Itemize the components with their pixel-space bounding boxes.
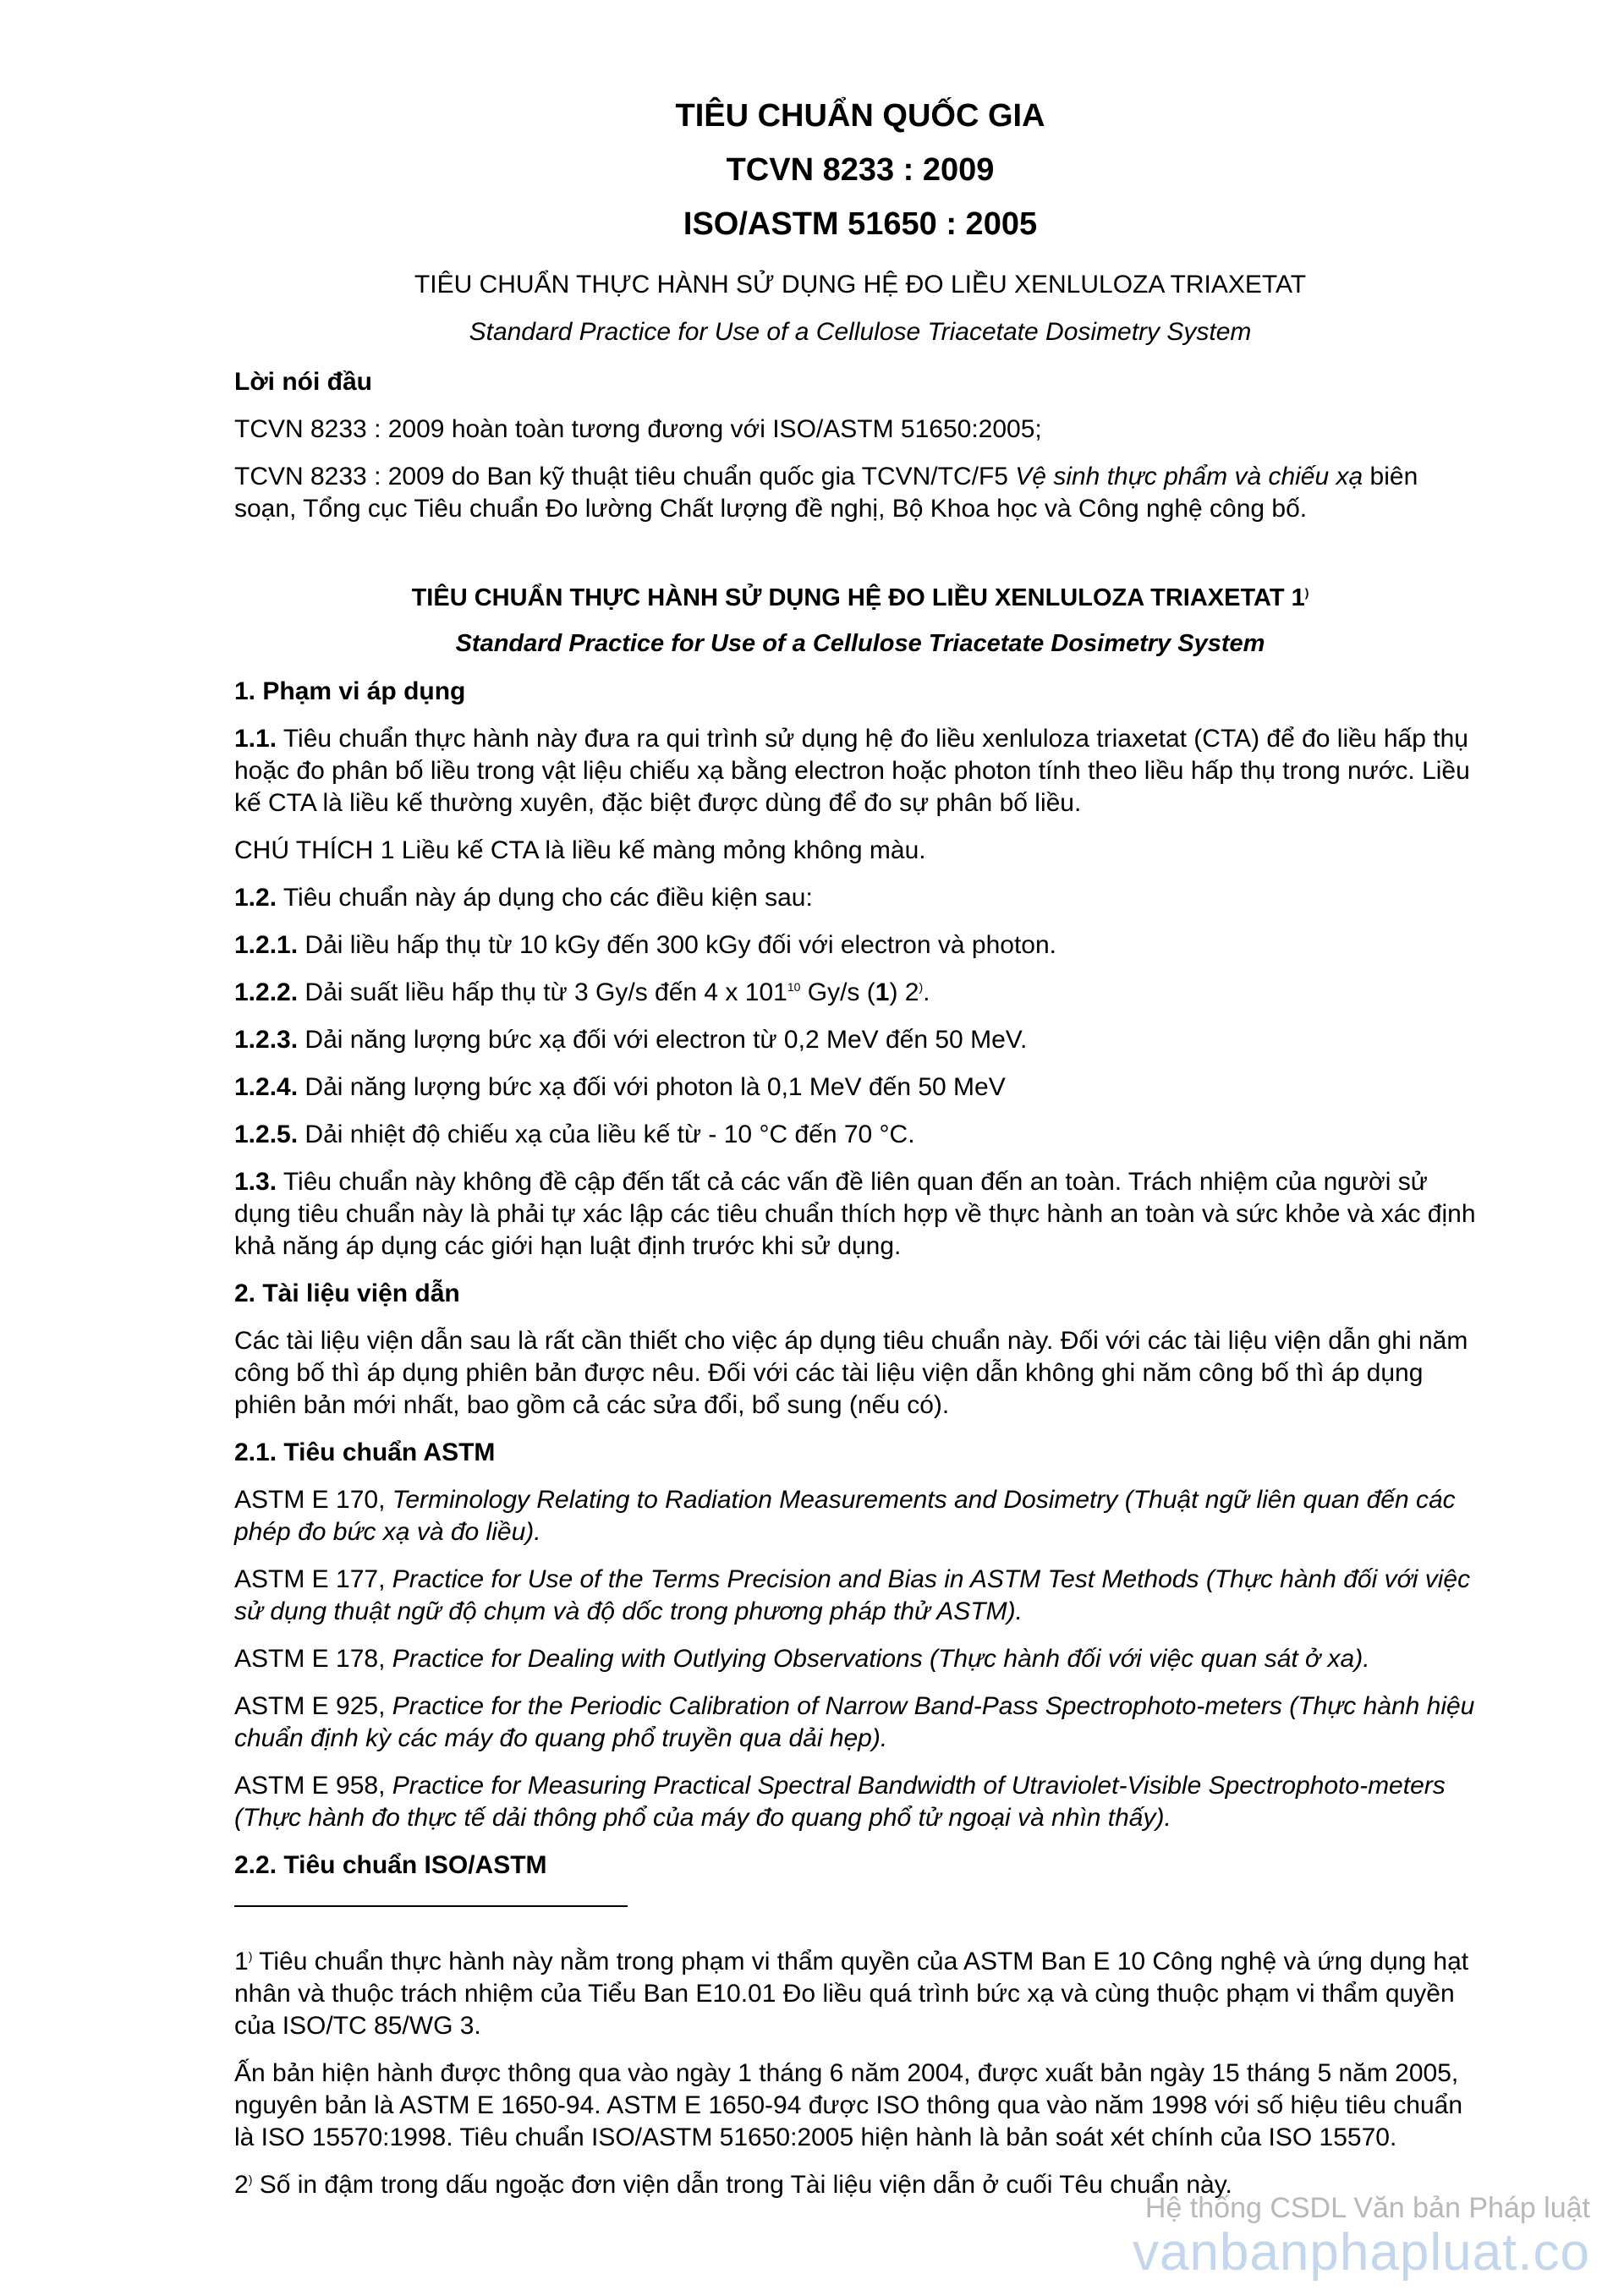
standard-title-en: Standard Practice for Use of a Cellulose Triacetate Dosimetry System [455,630,1265,657]
site-watermark [1133,2191,1590,2281]
section-1-heading: 1. Phạm vi áp dụng [234,677,466,705]
clause-1-2: 1.2. Tiêu chuẩn này áp dụng cho các điều kiện sau: [234,884,813,912]
foreword-p2: TCVN 8233 : 2009 do Ban kỹ thuật tiêu chuẩn quốc gia TCVN/TC/F5 Vệ sinh thực phẩm và chiếu xạ biên soạn, Tổng cục Tiêu chuẩn Đo lường Chất lượng đề nghị, Bộ Khoa học và Công nghệ công bố. [234,463,1418,523]
title-line-2: TCVN 8233 : 2009 [726,152,995,188]
clause-1-3: 1.3. Tiêu chuẩn này không đề cập đến tất cả các vấn đề liên quan đến an toàn. Trách nhiệm của người sử dụng tiêu chuẩn này là phải tự xác lập các tiêu chuẩn thích hợp về thực hành an toàn và sức khỏe và xác định khả năng áp dụng các giới hạn luật định trước khi sử dụng. [234,1168,1476,1260]
footnote-1: 1) Tiêu chuẩn thực hành này nằm trong phạm vi thẩm quyền của ASTM Ban E 10 Công nghệ và ứng dụng hạt nhân và thuộc trách nhiệm của Tiểu Ban E10.01 Đo liều quá trình bức xạ và cùng thuộc phạm vi thẩm quyền của ISO/TC 85/WG 3. [234,1948,1469,2040]
reference-astm-e177: ASTM E 177, Practice for Use of the Terms Precision and Bias in ASTM Test Methods (Thực hành đối với việc sử dụng thuật ngữ độ chụm và độ dốc trong phương pháp thử ASTM). [234,1565,1471,1625]
title-line-1: TIÊU CHUẨN QUỐC GIA [675,98,1045,134]
watermark-line-1: Hệ thống CSDL Văn bản Pháp luật [1144,2192,1590,2224]
footnote-ref-1: ) [1304,585,1309,600]
clause-1-2-2: 1.2.2. Dải suất liều hấp thụ từ 3 Gy/s đến 4 x $101^{10}$ Gy/s (1) 2). [234,978,930,1006]
section-2-intro: Các tài liệu viện dẫn sau là rất cần thiết cho việc áp dụng tiêu chuẩn này. Đối với các tài liệu viện dẫn ghi năm công bố thì áp dụng phiên bản được nêu. Đối với các tài liệu viện dẫn không ghi năm công bố thì áp dụng phiên bản mới nhất, bao gồm cả các sửa đổi, bổ sung (nếu có). [234,1327,1468,1419]
clause-1-2-4: 1.2.4. Dải năng lượng bức xạ đối với photon là 0,1 MeV đến 50 MeV [234,1073,1006,1101]
reference-astm-e170: ASTM E 170, Terminology Relating to Radiation Measurements and Dosimetry (Thuật ngữ liên quan đến các phép đo bức xạ và đo liều). [234,1486,1456,1546]
clause-1-1: 1.1. Tiêu chuẩn thực hành này đưa ra qui trình sử dụng hệ đo liều xenluloza triaxetat (CTA) để đo liều hấp thụ hoặc đo phân bố liều trong vật liệu chiếu xạ bằng electron hoặc photon tính theo liều hấp thụ trong nước. Liều kế CTA là liều kế thường xuyên, đặc biệt được dùng để đo sự phân bố liều. [234,725,1470,817]
watermark-line-2: vanbanphapluat.co [1132,2223,1590,2282]
section-2-1-heading: 2.1. Tiêu chuẩn ASTM [234,1438,496,1466]
clause-1-2-1: 1.2.1. Dải liều hấp thụ từ 10 kGy đến 300 kGy đối với electron và photon. [234,931,1057,959]
reference-astm-e958: ASTM E 958, Practice for Measuring Practical Spectral Bandwidth of Utraviolet-Visible Spectrophoto-meters (Thực hành đo thực tế dải thông phổ của máy đo quang phổ tử ngoại và nhìn thấy). [234,1772,1446,1832]
reference-astm-e178: ASTM E 178, Practice for Dealing with Outlying Observations (Thực hành đối với việc quan sát ở xa). [234,1645,1370,1673]
clause-1-2-5: 1.2.5. Dải nhiệt độ chiếu xạ của liều kế từ - 10 °C đến 70 °C. [234,1121,915,1148]
footnote-1-continued: Ấn bản hiện hành được thông qua vào ngày 1 tháng 6 năm 2004, được xuất bản ngày 15 tháng 5 năm 2005, nguyên bản là ASTM E 1650-94. ASTM E 1650-94 được ISO thông qua vào năm 1998 với số hiệu tiêu chuẩn là ISO 15570:1998. Tiêu chuẩn ISO/ASTM 51650:2005 hiện hành là bản soát xét chính của ISO 15570. [234,2059,1462,2151]
subtitle-vi: TIÊU CHUẨN THỰC HÀNH SỬ DỤNG HỆ ĐO LIỀU XENLULOZA TRIAXETAT [414,271,1307,299]
reference-astm-e925: ASTM E 925, Practice for the Periodic Calibration of Narrow Band-Pass Spectrophoto-meters (Thực hành hiệu chuẩn định kỳ các máy đo quang phổ truyền qua dải hẹp). [234,1692,1475,1752]
title-line-3: ISO/ASTM 51650 : 2005 [683,206,1038,242]
footnote-ref-2: ) [919,980,924,994]
footnote-divider [234,1905,628,1907]
note-1: CHÚ THÍCH 1 Liều kế CTA là liều kế màng mỏng không màu. [234,836,926,864]
footnote-2: 2) Số in đậm trong dấu ngoặc đơn viện dẫn trong Tài liệu viện dẫn ở cuối Têu chuẩn này. [234,2171,1232,2199]
clause-1-2-3: 1.2.3. Dải năng lượng bức xạ đối với electron từ 0,2 MeV đến 50 MeV. [234,1026,1028,1054]
document-page [234,89,1486,2201]
section-2-2-heading: 2.2. Tiêu chuẩn ISO/ASTM [234,1851,547,1879]
section-2-heading: 2. Tài liệu viện dẫn [234,1280,460,1307]
standard-title-vi: TIÊU CHUẨN THỰC HÀNH SỬ DỤNG HỆ ĐO LIỀU XENLULOZA TRIAXETAT 1) [411,584,1309,611]
foreword-p1: TCVN 8233 : 2009 hoàn toàn tương đương với ISO/ASTM 51650:2005; [234,415,1042,443]
foreword-heading: Lời nói đầu [234,368,372,396]
subtitle-en: Standard Practice for Use of a Cellulose Triacetate Dosimetry System [469,318,1252,346]
